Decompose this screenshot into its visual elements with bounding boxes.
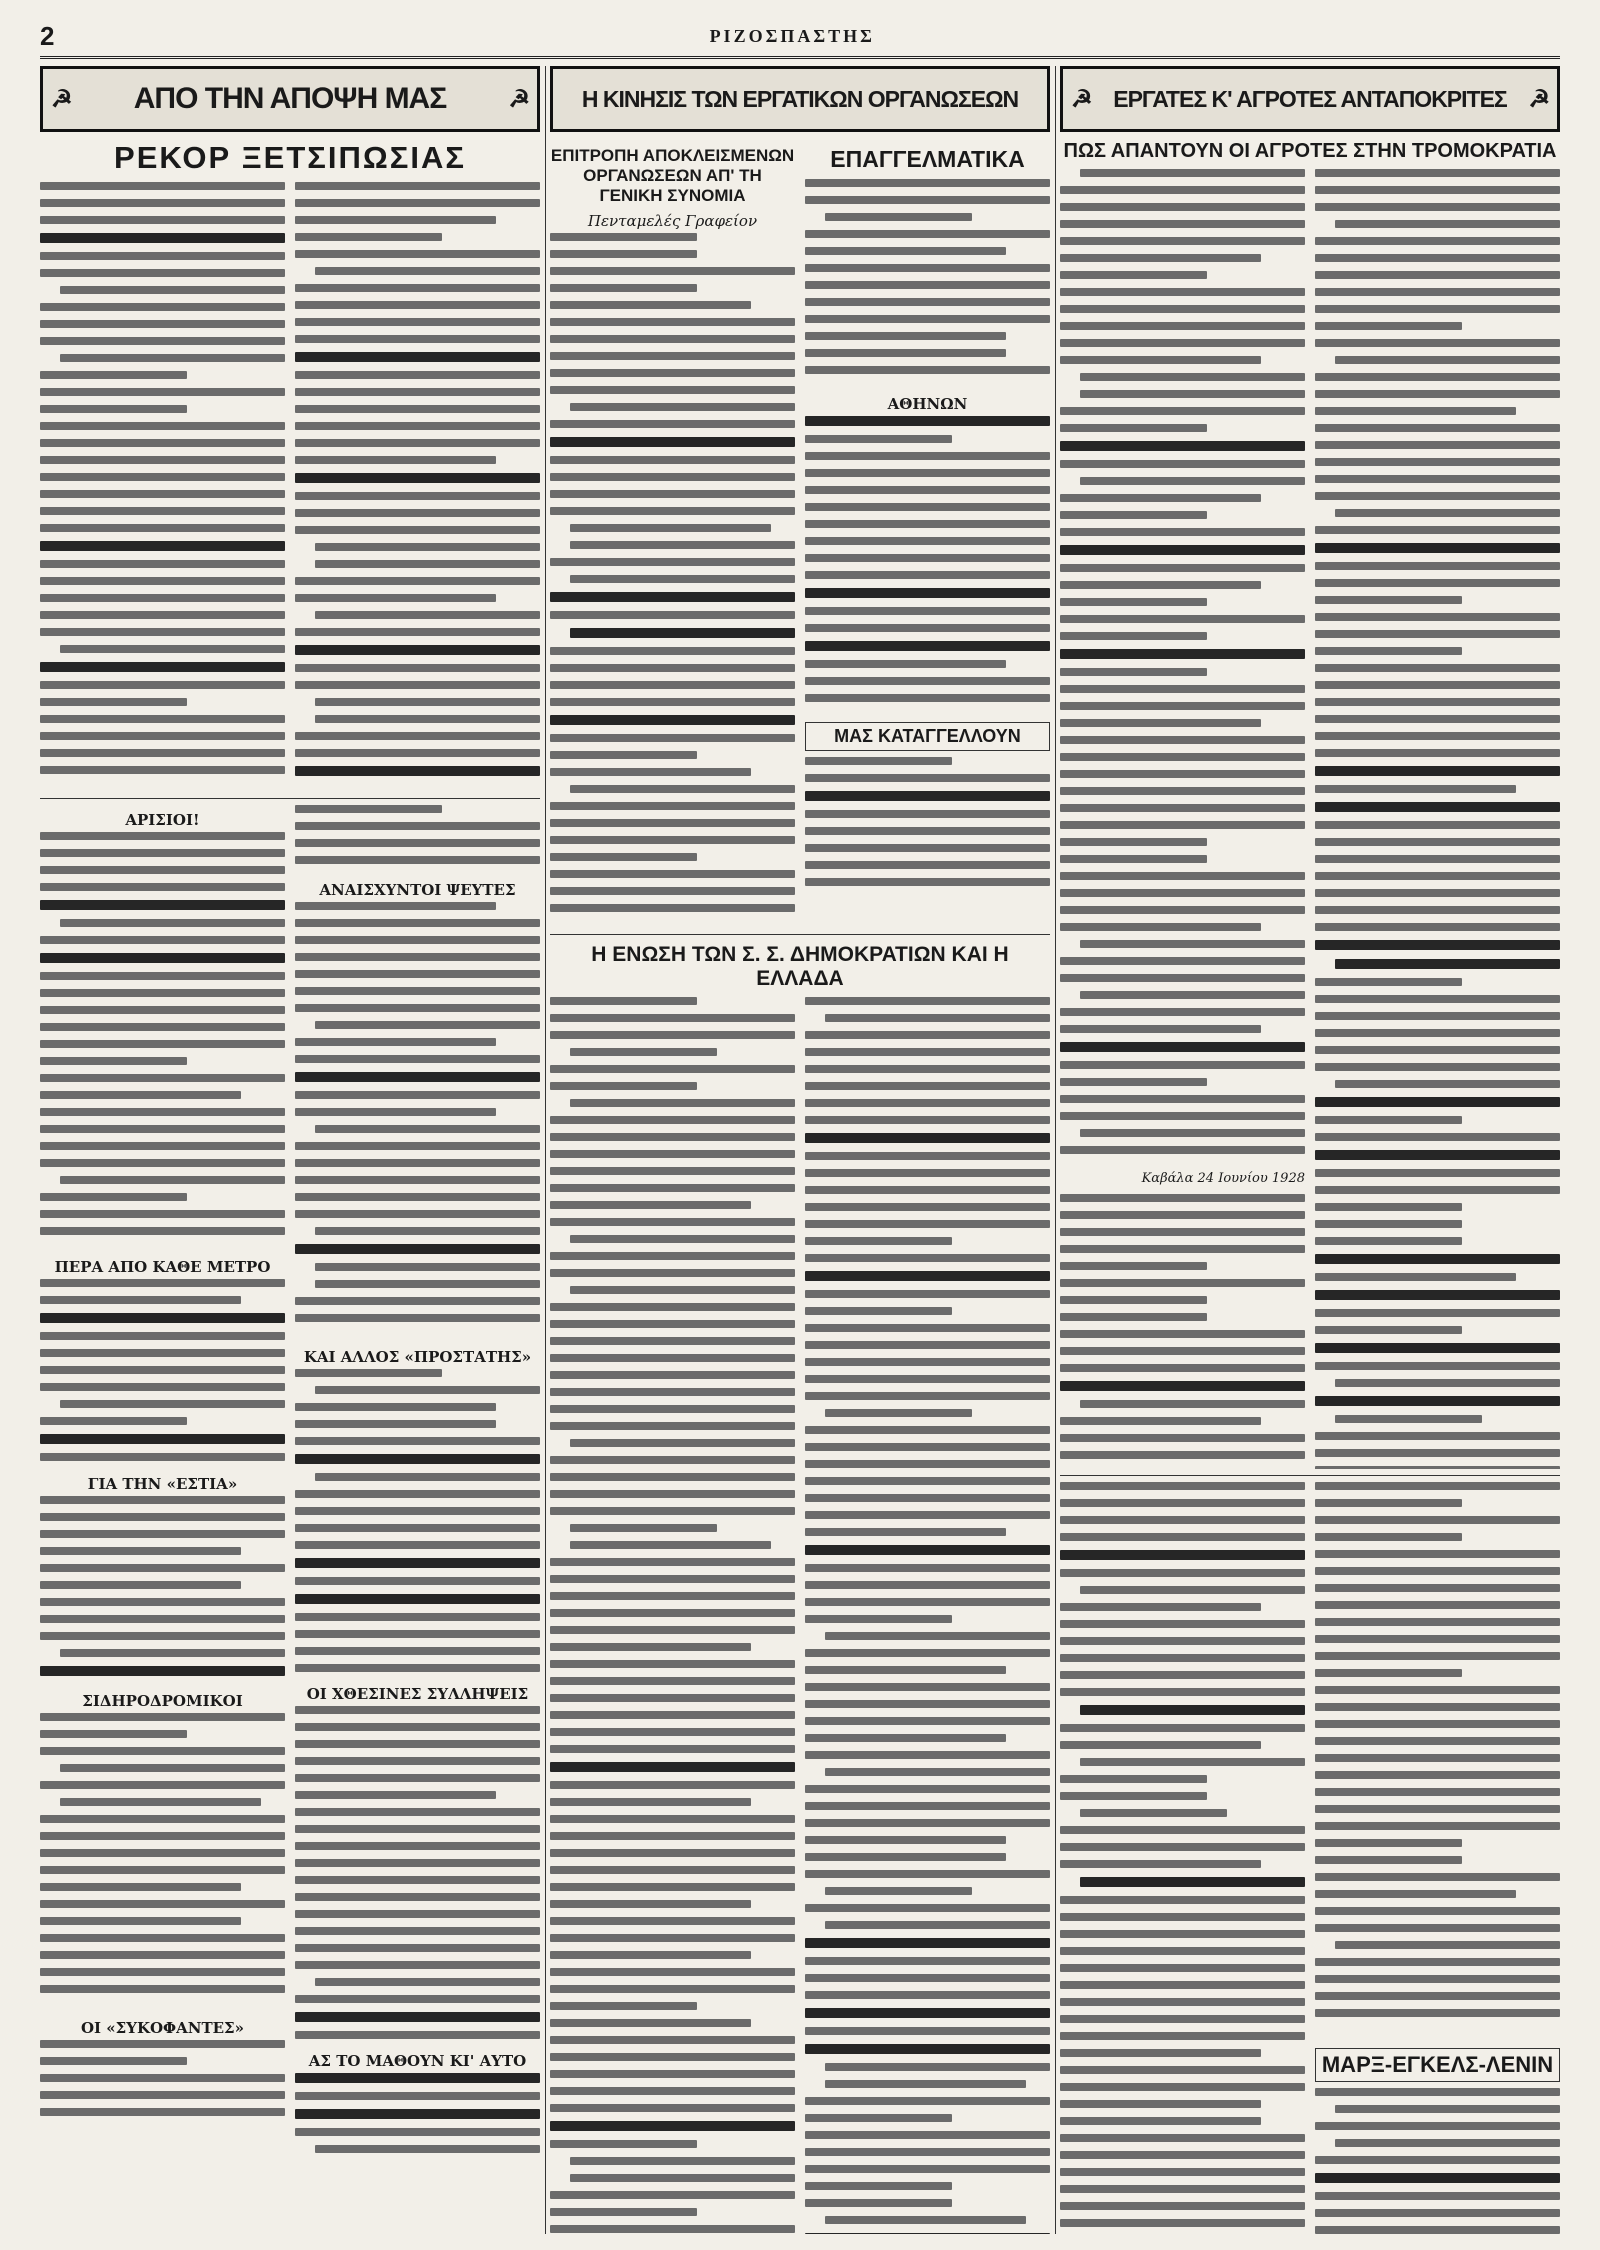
newspaper-page [40, 16, 1560, 2234]
hammer-sickle-icon: ☭ [1071, 85, 1092, 113]
article-body [40, 182, 540, 792]
section-title: ΣΙΔΗΡΟΔΡΟΜΙΚΟΙ [82, 1692, 243, 1710]
ad-headline: ΜΑΡΞ-ΕΓΚΕΛΣ-ΛΕΝΙΝ [1315, 2048, 1560, 2082]
section-title: ΟΙ «ΣΥΚΟΦΑΝΤΕΣ» [80, 2019, 245, 2037]
hammer-sickle-icon: ☭ [508, 85, 529, 113]
article-headline: Η ΕΝΩΣΗ ΤΩΝ Σ. Σ. ΔΗΜΟΚΡΑΤΙΩΝ ΚΑΙ Η ΕΛΛΑΔΑ [591, 943, 1009, 990]
section-title: ΑΡΙΣΙΟΙ! [125, 811, 200, 829]
section-banner [40, 66, 540, 132]
column-opinion [40, 66, 540, 2234]
section-title: ΓΙΑ ΤΗΝ «ΕΣΤΙΑ» [87, 1475, 238, 1493]
section-banner [550, 66, 1050, 132]
article-headline: ΡΕΚΟΡ ΞΕΤΣΙΠΩΣΙΑΣ [114, 140, 466, 175]
peasants-article [1060, 169, 1560, 1469]
paper-name: ΡΙΖΟΣΠΑΣΤΗΣ [709, 25, 875, 46]
banner-title: ΑΠΟ ΤΗΝ ΑΠΟΨΗ ΜΑΣ [133, 82, 447, 115]
section-title: ΟΙ ΧΘΕΣΙΝΕΣ ΣΥΛΛΗΨΕΙΣ [306, 1685, 529, 1703]
section-title: ΠΕΡΑ ΑΠΟ ΚΑΘΕ ΜΕΤΡΟ [54, 1258, 271, 1276]
section-banner [1060, 66, 1560, 132]
hammer-sickle-icon: ☭ [1528, 85, 1549, 113]
ussr-article [550, 997, 1050, 2234]
article-headline: ΕΠΙΤΡΟΠΗ ΑΠΟΚΛΕΙΣΜΕΝΩΝ ΟΡΓΑΝΩΣΕΩΝ ΑΠ' ΤΗ ΓΕΝΙΚΗ ΣΥΝΟΜΙΑ [550, 146, 795, 205]
banner-title: ΕΡΓΑΤΕΣ Κ' ΑΓΡΟΤΕΣ ΑΝΤΑΠΟΚΡΙΤΕΣ [1113, 85, 1507, 112]
masthead [40, 16, 1560, 59]
section-title: ΑΣ ΤΟ ΜΑΘΟΥΝ ΚΙ' ΑΥΤΟ [308, 2052, 527, 2070]
section-title: ΑΝΑΙΣΧΥΝΤΟΙ ΨΕΥΤΕΣ [319, 881, 516, 899]
lower-block [1060, 1482, 1560, 2234]
article-headline: ΠΩΣ ΑΠΑΝΤΟΥΝ ΟΙ ΑΓΡΟΤΕΣ ΣΤΗΝ ΤΡΟΜΟΚΡΑΤΙΑ [1063, 140, 1557, 162]
banner-title: Η ΚΙΝΗΣΙΣ ΤΩΝ ΕΡΓΑΤΙΚΩΝ ΟΡΓΑΝΩΣΕΩΝ [581, 85, 1019, 112]
labor-block [550, 138, 1050, 928]
column-correspondents [1060, 66, 1560, 2234]
section-title: ΜΑΣ ΚΑΤΑΓΓΕΛΛΟΥΝ [805, 722, 1050, 751]
hammer-sickle-icon: ☭ [51, 85, 72, 113]
column-labor [550, 66, 1050, 2234]
article-headline: ΕΠΑΓΓΕΛΜΑΤΙΚΑ [830, 146, 1025, 172]
dateline: Καβάλα 24 Ιουνίου 1928 [1141, 1171, 1305, 1186]
section-title: ΚΑΙ ΑΛΛΟΣ «ΠΡΟΣΤΑΤΗΣ» [303, 1348, 532, 1366]
columns [40, 66, 1560, 2234]
byline: Πενταμελές Γραφείον [587, 212, 758, 230]
section-title: ΑΘΗΝΩΝ [887, 395, 968, 413]
page-number: 2 [40, 20, 55, 51]
article-lower [40, 805, 540, 2234]
